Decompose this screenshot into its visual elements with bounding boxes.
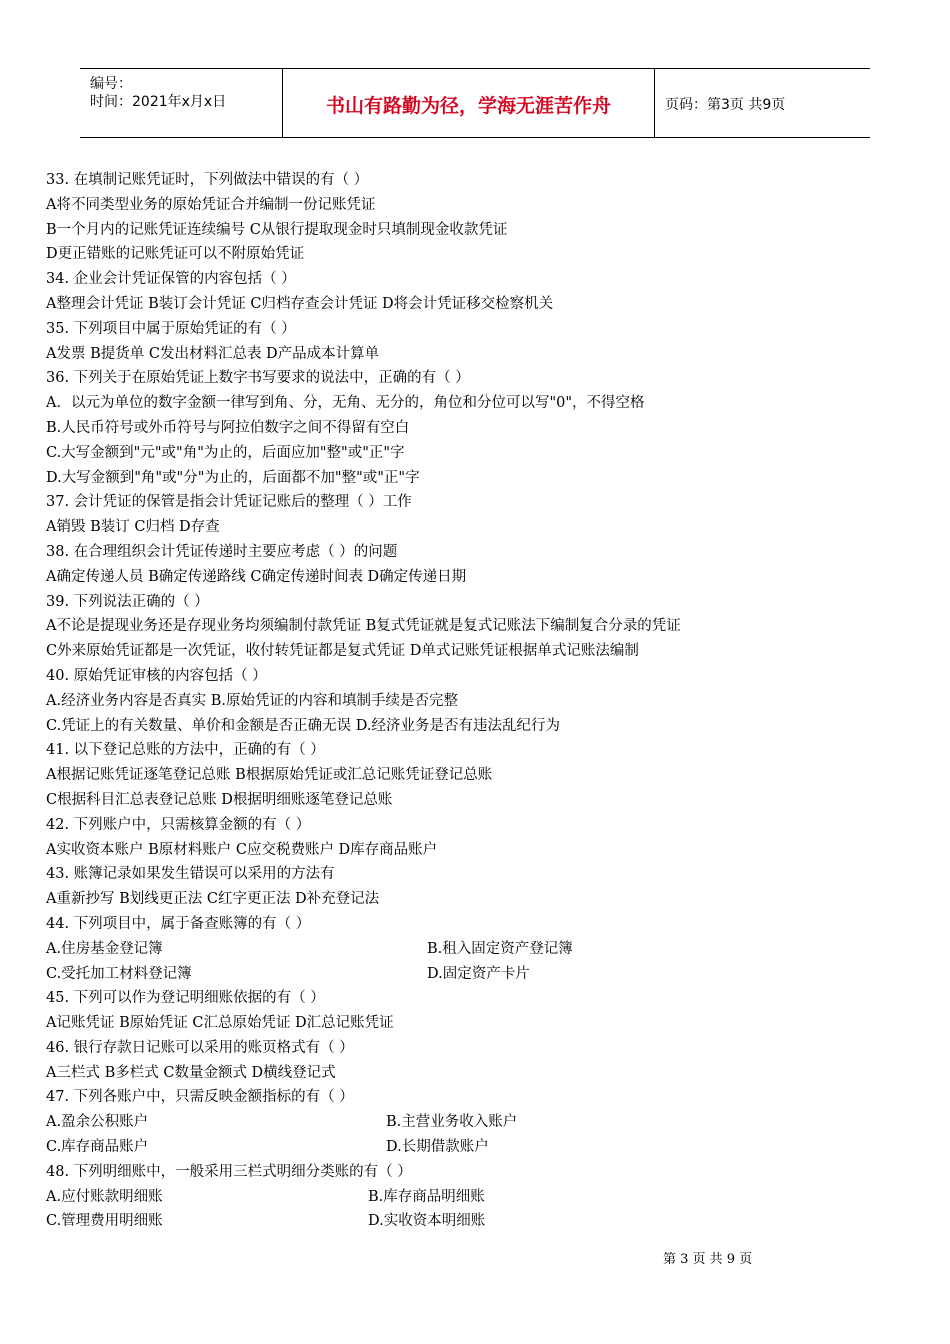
answer-options — [46, 1110, 866, 1135]
line-text: C.凭证上的有关数量、单价和金额是否正确无误 D.经济业务是否有违法乱纪行为 — [46, 717, 561, 734]
answer-options — [46, 763, 866, 788]
answer-options — [46, 292, 866, 317]
line-text-second-column: D.长期借款账户 — [386, 1139, 489, 1156]
line-text: 46. 银行存款日记账可以采用的账页格式有（ ） — [46, 1039, 354, 1056]
answer-options — [46, 1185, 866, 1210]
answer-options — [46, 639, 866, 664]
line-text: 45. 下列可以作为登记明细账依据的有（ ） — [46, 990, 325, 1007]
line-text: C根据科目汇总表登记总账 D根据明细账逐笔登记总账 — [46, 791, 393, 808]
line-text: A记账凭证 B原始凭证 C汇总原始凭证 D汇总记账凭证 — [46, 1015, 394, 1032]
line-text: 34. 企业会计凭证保管的内容包括（ ） — [46, 271, 296, 288]
question-stem — [46, 986, 866, 1011]
line-text-second-column: B.租入固定资产登记簿 — [427, 940, 573, 957]
question-stem — [46, 490, 866, 515]
question-stem — [46, 1160, 866, 1185]
line-text: A.盈余公积账户 — [46, 1114, 149, 1131]
line-text: D更正错账的记账凭证可以不附原始凭证 — [46, 246, 305, 263]
answer-options — [46, 242, 866, 267]
line-text: A.应付账款明细账 — [46, 1188, 163, 1205]
document-date-label: 时间：2021年x月x日 — [90, 94, 227, 110]
answer-options — [46, 565, 866, 590]
header-motto-cell — [283, 69, 655, 137]
line-text: A.经济业务内容是否真实 B.原始凭证的内容和填制手续是否完整 — [46, 692, 458, 709]
line-text: 47. 下列各账户中，只需反映金额指标的有（ ） — [46, 1089, 354, 1106]
line-text: 36. 下列关于在原始凭证上数字书写要求的说法中，正确的有（ ） — [46, 370, 470, 387]
answer-options — [46, 1011, 866, 1036]
question-stem — [46, 664, 866, 689]
line-text: 40. 原始凭证审核的内容包括（ ） — [46, 667, 267, 684]
answer-options — [46, 515, 866, 540]
question-stem — [46, 1085, 866, 1110]
line-text: C.管理费用明细账 — [46, 1213, 163, 1230]
answer-options — [46, 838, 866, 863]
line-text: 44. 下列项目中，属于备查账簿的有（ ） — [46, 915, 311, 932]
line-text: A三栏式 B多栏式 C数量金额式 D横线登记式 — [46, 1064, 336, 1081]
answer-options — [46, 342, 866, 367]
answer-options — [46, 689, 866, 714]
line-text: B一个月内的记账凭证连续编号 C从银行提取现金时只填制现金收款凭证 — [46, 221, 508, 238]
line-text: 41. 以下登记总账的方法中，正确的有（ ） — [46, 742, 325, 759]
line-text: A重新抄写 B划线更正法 C红字更正法 D补充登记法 — [46, 891, 380, 908]
question-stem — [46, 813, 866, 838]
motto-text: 书山有路勤为径，学海无涯苦作舟 — [325, 95, 611, 117]
line-text-second-column: D.实收资本明细账 — [368, 1213, 486, 1230]
page-info: 页码：第3页 共9页 — [665, 97, 786, 113]
line-text: 48. 下列明细账中，一般采用三栏式明细分类账的有（ ） — [46, 1163, 412, 1180]
line-text: 35. 下列项目中属于原始凭证的有（ ） — [46, 320, 296, 337]
question-stem — [46, 862, 866, 887]
line-text-second-column: D.固定资产卡片 — [427, 965, 530, 982]
answer-options — [46, 441, 866, 466]
question-stem — [46, 168, 866, 193]
header-right-cell — [655, 69, 870, 137]
line-text: 33. 在填制记账凭证时，下列做法中错误的有（ ） — [46, 172, 369, 188]
answer-options — [46, 466, 866, 491]
line-text: A确定传递人员 B确定传递路线 C确定传递时间表 D确定传递日期 — [46, 568, 467, 585]
line-text: C.受托加工材料登记簿 — [46, 965, 192, 982]
line-text: A销毁 B装订 C归档 D存查 — [46, 519, 220, 536]
line-text: 39. 下列说法正确的（ ） — [46, 593, 209, 610]
answer-options — [46, 937, 866, 962]
header-left-cell — [80, 69, 283, 137]
question-stem — [46, 1036, 866, 1061]
line-text: A.住房基金登记簿 — [46, 940, 163, 957]
document-number-label: 编号： — [90, 76, 132, 92]
line-text-second-column: B.主营业务收入账户 — [386, 1114, 518, 1131]
page-footer: 第 3 页 共 9 页 — [663, 1252, 753, 1267]
question-stem — [46, 590, 866, 615]
answer-options — [46, 193, 866, 218]
line-text: B.人民币符号或外币符号与阿拉伯数字之间不得留有空白 — [46, 419, 410, 436]
page-header — [80, 68, 870, 138]
line-text: A将不同类型业务的原始凭证合并编制一份记账凭证 — [46, 196, 376, 213]
line-text: C.大写金额到"元"或"角"为止的，后面应加"整"或"正"字 — [46, 444, 405, 461]
line-text: 43. 账簿记录如果发生错误可以采用的方法有 — [46, 866, 335, 883]
answer-options — [46, 1061, 866, 1086]
question-stem — [46, 540, 866, 565]
answer-options — [46, 416, 866, 441]
question-stem — [46, 317, 866, 342]
answer-options — [46, 614, 866, 639]
line-text: 42. 下列账户中，只需核算金额的有（ ） — [46, 816, 311, 833]
answer-options — [46, 788, 866, 813]
line-text: 38. 在合理组织会计凭证传递时主要应考虑（ ）的问题 — [46, 543, 398, 560]
answer-options — [46, 391, 866, 416]
line-text: A．以元为单位的数字金额一律写到角、分，无角、无分的，角位和分位可以写"0"，不得空格 — [46, 395, 645, 412]
line-text: C.库存商品账户 — [46, 1139, 149, 1156]
answer-options — [46, 962, 866, 987]
question-list — [46, 168, 866, 1234]
answer-options — [46, 714, 866, 739]
line-text: A实收资本账户 B原材料账户 C应交税费账户 D库存商品账户 — [46, 841, 438, 858]
question-stem — [46, 912, 866, 937]
answer-options — [46, 1209, 866, 1234]
question-stem — [46, 366, 866, 391]
answer-options — [46, 218, 866, 243]
line-text: A根据记账凭证逐笔登记总账 B根据原始凭证或汇总记账凭证登记总账 — [46, 767, 493, 784]
question-stem — [46, 738, 866, 763]
line-text: 37. 会计凭证的保管是指会计凭证记账后的整理（ ）工作 — [46, 494, 412, 511]
line-text: C外来原始凭证都是一次凭证，收付转凭证都是复式凭证 D单式记账凭证根据单式记账法编制 — [46, 643, 639, 660]
line-text: A不论是提现业务还是存现业务均须编制付款凭证 B复式凭证就是复式记账法下编制复合分录的凭证 — [46, 618, 681, 635]
answer-options — [46, 1135, 866, 1160]
answer-options — [46, 887, 866, 912]
question-stem — [46, 267, 866, 292]
line-text: A整理会计凭证 B装订会计凭证 C归档存查会计凭证 D将会计凭证移交检察机关 — [46, 295, 554, 312]
line-text: A发票 B提货单 C发出材料汇总表 D产品成本计算单 — [46, 345, 380, 362]
line-text: D.大写金额到"角"或"分"为止的，后面都不加"整"或"正"字 — [46, 469, 420, 486]
line-text-second-column: B.库存商品明细账 — [368, 1188, 485, 1205]
